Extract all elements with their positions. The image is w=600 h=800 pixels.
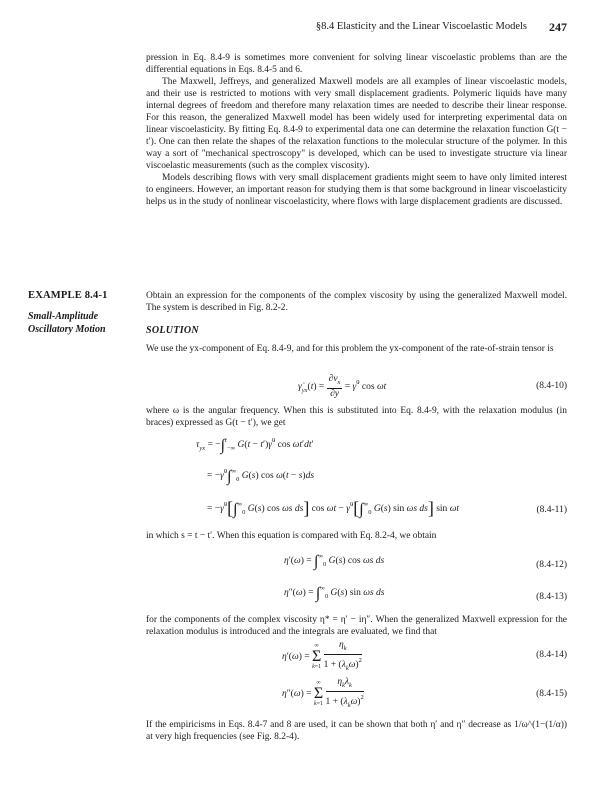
equation-8-4-14: η′(ω) = ∞ Σ k=1 $\frac{\eta_k}{1 + (\lambda_k\omega)^2}$ [282,640,362,672]
eq-number-8-4-11: (8.4-11) [536,505,567,515]
equation-8-4-15: η″(ω) = ∞ Σ k=1 $\frac{\eta_k\lambda_k}{1 + (\lambda_k\omega)^2}$ [282,677,364,709]
example-subtitle-1: Small-Amplitude [28,311,99,322]
solution-text-4 [146,614,567,638]
example-margin [28,290,138,336]
equation-8-4-11-line-1: $\tau_{yx} = -\int^t_{-\infty}$ G(t − t′)γ̇$^0$ cos ωt′dt′ [196,437,314,454]
solution-paragraph-4: for the components of the complex viscosity η* = η′ − iη″. When the generalized Maxwell expression for the relaxation modulus is introduced and the integrals are evaluated, we find that [146,615,567,637]
example-label: EXAMPLE 8.4-1 [28,290,108,301]
equation-8-4-12: $\eta'(\omega) = \int^\infty_0$ G(s) cos ωs ds [284,553,385,570]
paragraph-1: pression in Eq. 8.4-9 is sometimes more convenient for solving linear viscoelastic problems than are the differential equations in Eqs. 8.4-5 and 6. [146,53,567,75]
section-title: §8.4 Elasticity and the Linear Viscoelastic Models [315,21,527,32]
eq-number-8-4-10: (8.4-10) [536,381,567,391]
solution-text-1 [146,343,567,355]
running-header [146,21,567,37]
example-statement [146,290,567,314]
page-number: 247 [549,20,567,34]
intro-text [146,52,567,208]
equation-8-4-10: $\gammȧ_{yx}(t)$ = $\frac{\partial v_x}{\partial y}$ = γ̇$^0$ cos ωt [298,374,387,399]
equation-8-4-13: $\eta''(\omega) = \int^\infty_0$ G(s) sin ωs ds [284,585,385,602]
solution-paragraph-2: where ω is the angular frequency. When this is substituted into Eq. 8.4-9, with the relaxation modulus (in braces) expressed as G(t − t′), we get [146,406,567,428]
eq-number-8-4-15: (8.4-15) [536,689,567,699]
eq-number-8-4-14: (8.4-14) [536,650,567,660]
equation-8-4-11-line-2: = $-\gammȧ^0\int^\infty_0$ G(s) cos ω(t − s)ds [207,468,315,485]
solution-paragraph-1: We use the yx-component of Eq. 8.4-9, and for this problem the yx-component of the rate-of-strain tensor is [146,344,554,354]
paragraph-3: Models describing flows with very small displacement gradients might seem to have only limited interest to engineers. However, an important reason for studying them is that some background in linear viscoelasticity helps us in the study of nonlinear viscoelasticity, where flows with large displacement gradients are discussed. [146,173,567,207]
solution-text-5 [146,719,567,743]
solution-heading: SOLUTION [146,325,199,336]
eq-number-8-4-12: (8.4-12) [536,560,567,570]
equation-8-4-11-line-3: = $-\gammȧ^0[\int^\infty_0$ G(s) cos ωs ds] $\cos \omega t - \gammȧ^0[\int^\infty_0$ G(s) sin ωs ds] sin ωt [207,498,460,518]
solution-paragraph-5: If the empiricisms in Eqs. 8.4-7 and 8 are used, it can be shown that both η′ and η″ decrease as 1/ω^(1−(1/α)) at very high frequencies (see Fig. 8.2-4). [146,720,567,742]
example-subtitle-2: Oscillatory Motion [28,324,106,335]
solution-text-2 [146,405,567,429]
paragraph-2: The Maxwell, Jeffreys, and generalized Maxwell models are all examples of linear viscoelastic models, and their use is restricted to motions with very small displacement gradients. Polymeric liquids have many internal degrees of freedom and therefore many relaxation times are needed to describe their linear response. For this reason, the generalized Maxwell model has been widely used for interpreting experimental data on linear viscoelasticity. By fitting Eq. 8.4-9 to experimental data one can determine the relaxation function G(t − t′). One can then relate the shapes of the relaxation functions to the molecular structure of the polymer. In this way a sort of "mechanical spectroscopy" is developed, which can be used to investigate structure via linear viscoelastic measurements (such as the complex viscosity). [146,77,567,171]
solution-text-3 [146,530,567,542]
example-statement-text: Obtain an expression for the components of the complex viscosity by using the generalized Maxwell model. The system is described in Fig. 8.2-2. [146,291,567,313]
solution-paragraph-3: in which s = t − t′. When this equation is compared with Eq. 8.2-4, we obtain [146,531,437,541]
eq-number-8-4-13: (8.4-13) [536,592,567,602]
